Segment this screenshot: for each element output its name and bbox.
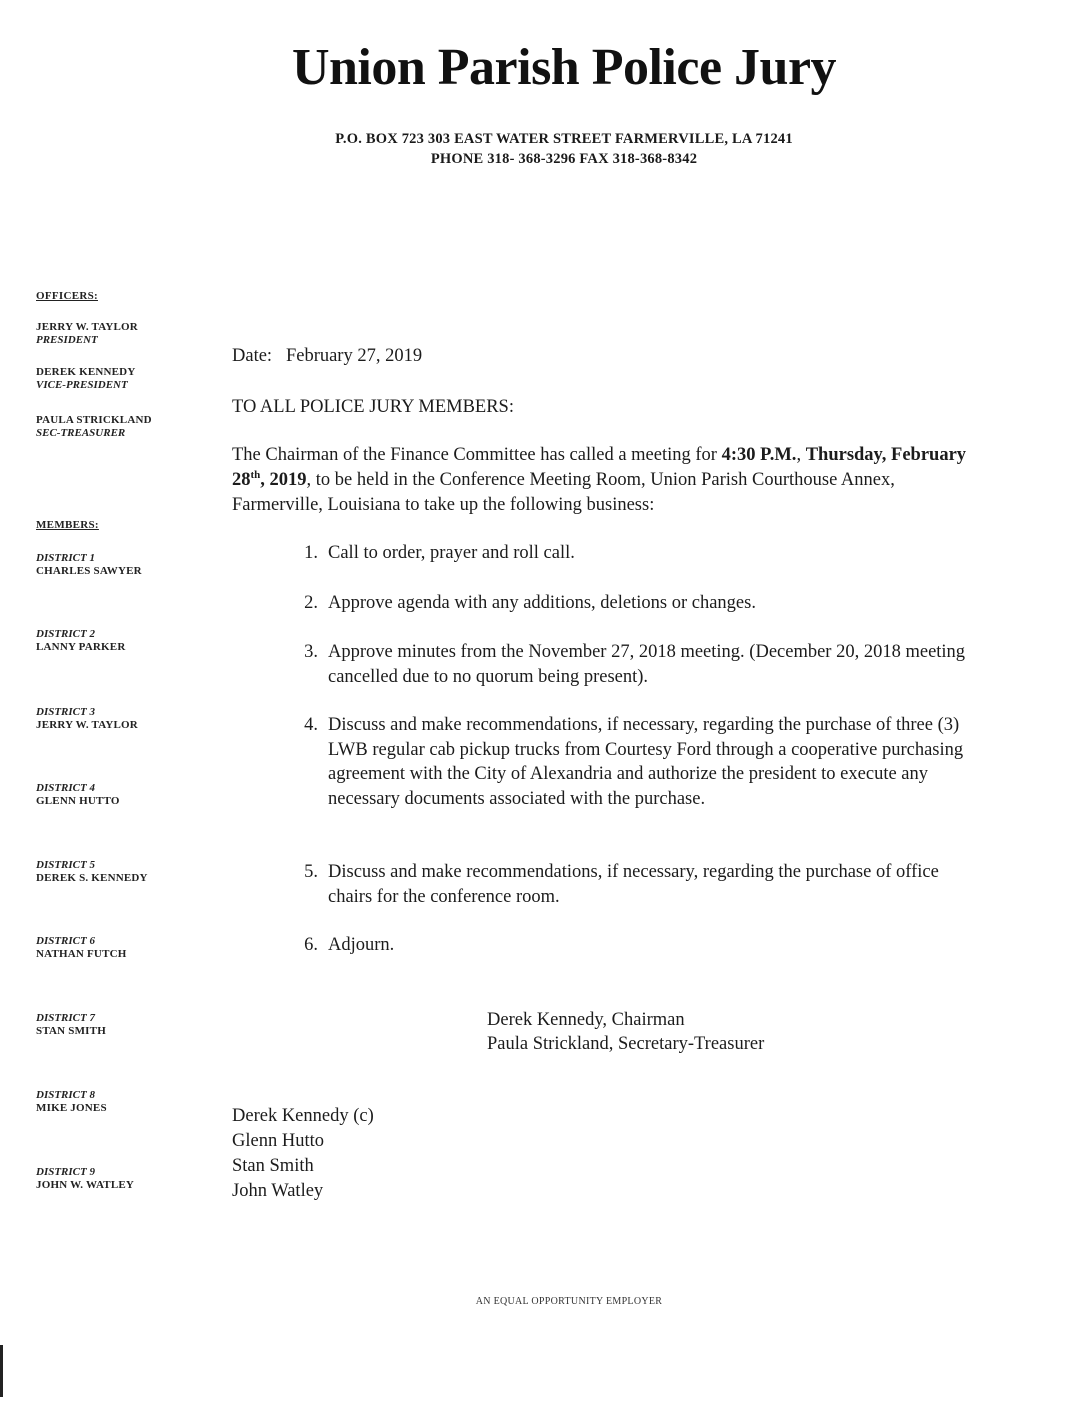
agenda-number: 6. bbox=[304, 935, 318, 955]
member-name: STAN SMITH bbox=[36, 1025, 106, 1037]
committee-member: Stan Smith bbox=[232, 1156, 314, 1176]
meeting-year: , 2019 bbox=[260, 470, 307, 490]
member-district-7 bbox=[36, 1012, 106, 1038]
agenda-number: 4. bbox=[304, 715, 318, 735]
scan-edge-mark bbox=[0, 1345, 3, 1397]
member-district-6 bbox=[36, 935, 127, 961]
agenda-text: Approve agenda with any additions, deletions or changes. bbox=[328, 593, 756, 613]
meeting-time: 4:30 P.M. bbox=[721, 445, 797, 465]
member-district-1 bbox=[36, 552, 142, 578]
committee-member: Glenn Hutto bbox=[232, 1131, 324, 1151]
officer-name: PAULA STRICKLAND bbox=[36, 414, 152, 426]
meeting-day-suffix: th bbox=[250, 468, 261, 481]
member-name: GLENN HUTTO bbox=[36, 795, 120, 807]
letterhead-phone-fax: PHONE 318- 368-3296 FAX 318-368-8342 bbox=[430, 151, 698, 167]
committee-member: Derek Kennedy (c) bbox=[232, 1106, 374, 1126]
officers-heading: OFFICERS: bbox=[36, 290, 98, 302]
member-name: DEREK S. KENNEDY bbox=[36, 872, 148, 884]
agenda-number: 3. bbox=[304, 642, 318, 662]
salutation: TO ALL POLICE JURY MEMBERS: bbox=[232, 397, 514, 417]
member-district-9 bbox=[36, 1166, 134, 1192]
agenda-text: Discuss and make recommendations, if necessary, regarding the purchase of three (3) LWB regular cab pickup trucks from Courtesy Ford through a cooperative purchasing agreement with the City of Alexandria and authorize the president to execute any necessary documents associated with the purchase. bbox=[328, 715, 964, 809]
member-district: DISTRICT 6 bbox=[36, 935, 95, 947]
letterhead-title: Union Parish Police Jury bbox=[291, 39, 837, 96]
member-district: DISTRICT 5 bbox=[36, 859, 95, 871]
member-name: MIKE JONES bbox=[36, 1102, 107, 1114]
date-label: Date: bbox=[232, 346, 273, 366]
signature-chairman: Derek Kennedy, Chairman bbox=[487, 1010, 685, 1030]
member-district: DISTRICT 2 bbox=[36, 628, 95, 640]
member-district-2 bbox=[36, 628, 125, 654]
footer-eoe: AN EQUAL OPPORTUNITY EMPLOYER bbox=[475, 1296, 663, 1307]
member-name: NATHAN FUTCH bbox=[36, 948, 127, 960]
officer-role: SEC-TREASURER bbox=[36, 427, 126, 439]
signature-secretary: Paula Strickland, Secretary-Treasurer bbox=[487, 1034, 765, 1054]
intro-text: , to be held in the Conference Meeting Room, Union Parish Courthouse Annex, Farmerville, Louisiana to take up the following business: bbox=[232, 470, 895, 515]
member-name: CHARLES SAWYER bbox=[36, 565, 142, 577]
member-district: DISTRICT 9 bbox=[36, 1166, 95, 1178]
agenda-text: Approve minutes from the November 27, 2018 meeting. (December 20, 2018 meeting cancelled due to no quorum being present). bbox=[328, 642, 966, 687]
member-district: DISTRICT 4 bbox=[36, 782, 95, 794]
letterhead-address: P.O. BOX 723 303 EAST WATER STREET FARMERVILLE, LA 71241 bbox=[335, 131, 793, 147]
intro-text: , bbox=[796, 445, 802, 465]
member-district: DISTRICT 3 bbox=[36, 706, 95, 718]
agenda-number: 2. bbox=[304, 593, 318, 613]
member-district-4 bbox=[36, 782, 120, 808]
agenda-number: 5. bbox=[304, 862, 318, 882]
member-district-5 bbox=[36, 859, 148, 885]
agenda-number: 1. bbox=[304, 543, 318, 563]
agenda-text: Adjourn. bbox=[328, 935, 395, 955]
meeting-day-text: Thursday, February 28 bbox=[232, 445, 967, 490]
intro-text: The Chairman of the Finance Committee has called a meeting for bbox=[232, 445, 722, 465]
member-name: JOHN W. WATLEY bbox=[36, 1179, 135, 1191]
officer-vice-president bbox=[36, 366, 135, 392]
member-name: LANNY PARKER bbox=[36, 641, 126, 653]
officer-role: PRESIDENT bbox=[36, 334, 98, 346]
date-value: February 27, 2019 bbox=[285, 346, 423, 366]
letter-date bbox=[232, 344, 422, 369]
member-district: DISTRICT 8 bbox=[36, 1089, 95, 1101]
officer-role: VICE-PRESIDENT bbox=[36, 379, 128, 391]
officer-sec-treasurer bbox=[36, 414, 152, 440]
committee-member: John Watley bbox=[232, 1181, 324, 1201]
member-district: DISTRICT 1 bbox=[36, 552, 95, 564]
members-heading: MEMBERS: bbox=[36, 519, 99, 531]
member-district: DISTRICT 7 bbox=[36, 1012, 95, 1024]
member-name: JERRY W. TAYLOR bbox=[36, 719, 138, 731]
member-district-3 bbox=[36, 706, 138, 732]
agenda-text: Discuss and make recommendations, if necessary, regarding the purchase of office chairs for the conference room. bbox=[328, 862, 939, 907]
officer-president bbox=[36, 321, 138, 347]
intro-paragraph bbox=[232, 443, 970, 518]
officer-name: JERRY W. TAYLOR bbox=[36, 321, 138, 333]
officer-name: DEREK KENNEDY bbox=[36, 366, 136, 378]
member-district-8 bbox=[36, 1089, 107, 1115]
agenda-text: Call to order, prayer and roll call. bbox=[328, 543, 575, 563]
